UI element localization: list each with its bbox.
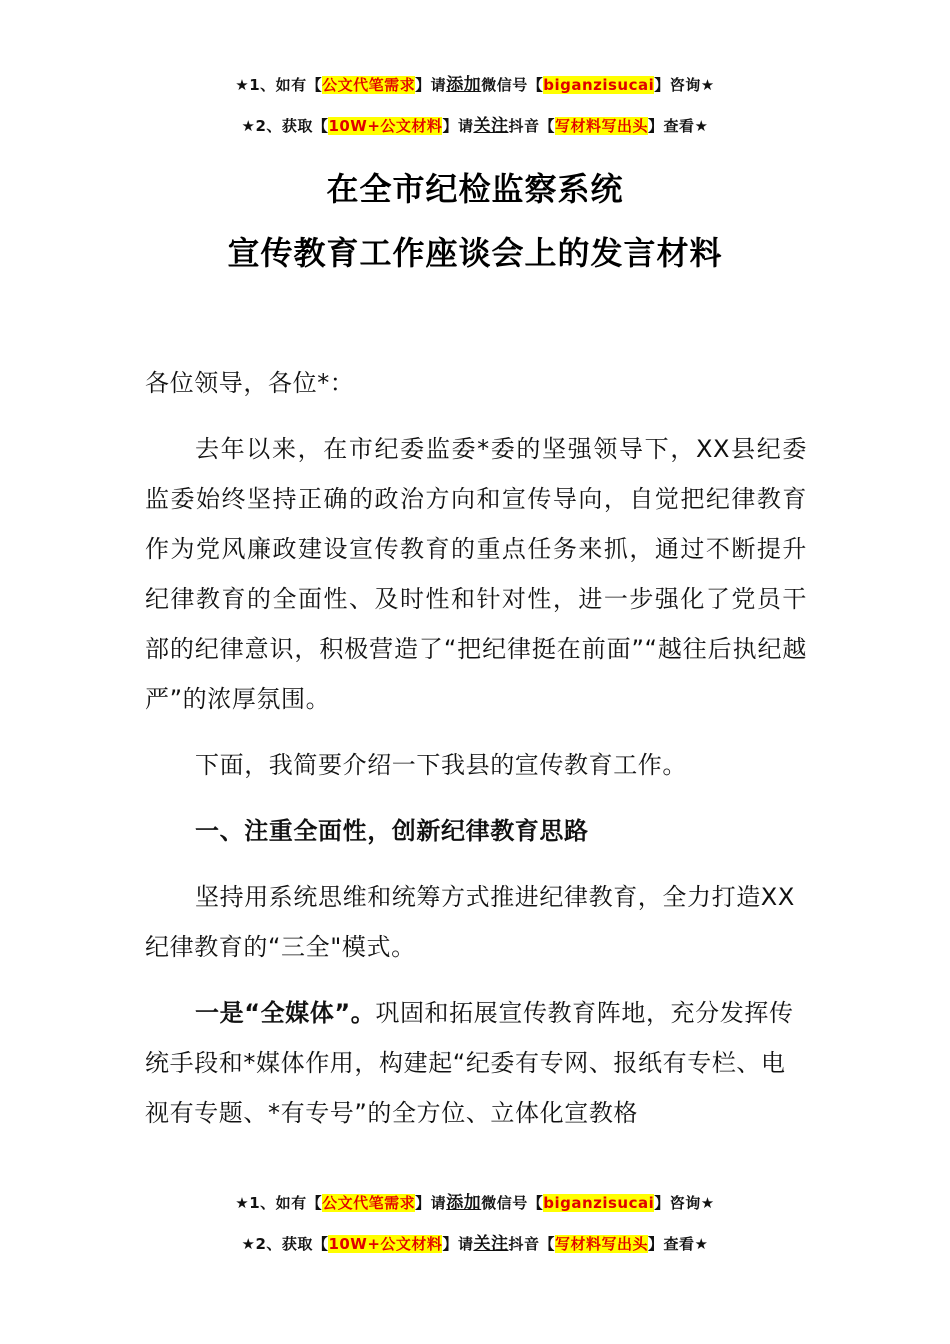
- document-title-line-1: 在全市纪检监察系统: [326, 170, 624, 208]
- promo-wechat-id: biganzisucai: [543, 1194, 655, 1212]
- promo-underline: 关注: [473, 1234, 509, 1254]
- paragraph-intro: 去年以来，在市纪委监委*委的坚强领导下，XX县纪委监委始终坚持正确的政治方向和宣传导向，自觉把纪律教育作为党风廉政建设宣传教育的重点任务来抓，通过不断提升纪律教育的全面性、及时性和针对性，进一步强化了党员干部的纪律意识，积极营造了“把纪律挺在前面”“越往后执纪越严”的浓厚氛围。: [145, 435, 807, 713]
- promo-text: 】请: [415, 1194, 447, 1212]
- promo-line-2-bottom: [0, 1229, 950, 1254]
- promo-text: ★2、获取【: [241, 117, 329, 135]
- promo-text: 抖音【: [508, 117, 555, 135]
- promo-text: 】咨询★: [654, 76, 715, 94]
- promo-text: 抖音【: [508, 1235, 555, 1253]
- promo-douyin-id: 写材料写出头: [554, 117, 648, 135]
- promo-underline: 关注: [473, 116, 509, 136]
- promo-text: 微信号【: [481, 76, 544, 94]
- promo-text: 】请: [415, 76, 447, 94]
- promo-text: ★1、如有【: [235, 76, 323, 94]
- promo-highlight: 10W+公文材料: [328, 117, 443, 135]
- paragraph-lead-bold: 一是“全媒体”。: [195, 999, 376, 1027]
- promo-highlight: 公文代笔需求: [322, 1194, 416, 1212]
- promo-line-1-top: [0, 70, 950, 95]
- promo-text: 】请: [442, 1235, 474, 1253]
- paragraph-section-1: 坚持用系统思维和统筹方式推进纪律教育，全力打造XX纪律教育的“三全"模式。: [145, 883, 795, 961]
- salutation: 各位领导，各位*：: [145, 369, 355, 397]
- promo-wechat-id: biganzisucai: [543, 76, 655, 94]
- promo-text: 】查看★: [647, 1235, 709, 1253]
- promo-line-2-top: [0, 111, 950, 136]
- promo-line-1-bottom: [0, 1188, 950, 1213]
- promo-text: ★2、获取【: [241, 1235, 329, 1253]
- paragraph-all-media: [145, 988, 807, 1138]
- promo-text: 】咨询★: [654, 1194, 715, 1212]
- promo-text: ★1、如有【: [235, 1194, 323, 1212]
- promo-highlight: 公文代笔需求: [322, 76, 416, 94]
- promo-douyin-id: 写材料写出头: [554, 1235, 648, 1253]
- promo-text: 微信号【: [481, 1194, 544, 1212]
- paragraph-overview: 下面，我简要介绍一下我县的宣传教育工作。: [195, 751, 687, 779]
- promo-underline: 添加: [446, 75, 482, 95]
- promo-text: 】请: [442, 117, 474, 135]
- section-heading-1: 一、注重全面性，创新纪律教育思路: [195, 817, 589, 845]
- document-title-line-2: 宣传教育工作座谈会上的发言材料: [227, 234, 723, 272]
- promo-highlight: 10W+公文材料: [328, 1235, 443, 1253]
- promo-text: 】查看★: [647, 117, 709, 135]
- promo-underline: 添加: [446, 1193, 482, 1213]
- paragraph-body: 巩固和拓展宣传教育阵地，充分发挥传统手段和*媒体作用，构建起“纪委有专网、报纸有专栏、电视有专题、*有专号”的全方位、立体化宣教格: [145, 999, 794, 1127]
